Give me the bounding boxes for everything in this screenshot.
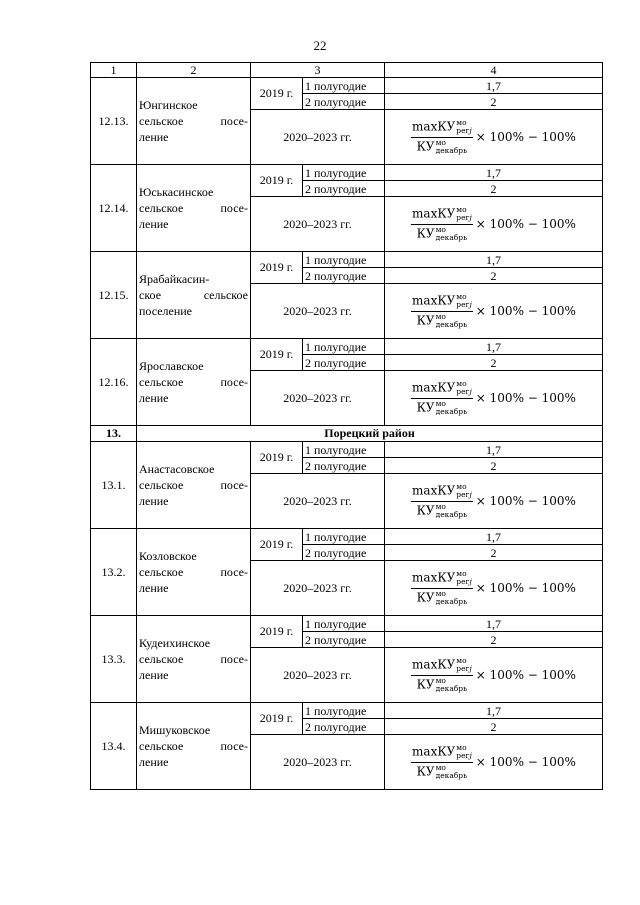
first-half-value: 1,7 <box>385 78 603 94</box>
table-row <box>91 339 603 355</box>
numerator-main: maxКУ <box>412 380 456 395</box>
settlement-number: 13.4. <box>91 703 137 790</box>
formula-fraction <box>411 206 473 242</box>
growth-formula <box>387 197 600 251</box>
first-half-value: 1,7 <box>385 252 603 268</box>
formula-tail: × 100% − 100% <box>475 581 576 595</box>
second-half-value: 2 <box>385 632 603 648</box>
numerator-main: maxКУ <box>412 744 456 759</box>
denominator-sup: мо <box>435 589 446 598</box>
denominator-scripts <box>436 313 468 329</box>
denominator-main: КУ <box>416 503 435 518</box>
table-row <box>91 252 603 268</box>
formula-numerator <box>411 380 473 399</box>
numerator-sup: мо <box>456 118 467 127</box>
denominator-sub: декабрь <box>435 320 468 329</box>
numerator-sup: мо <box>456 743 467 752</box>
formula-cell <box>385 561 603 616</box>
numerator-sup: мо <box>456 205 467 214</box>
formula-tail: × 100% − 100% <box>475 755 576 769</box>
second-half-label: 2 полугодие <box>303 94 385 110</box>
second-half-label: 2 полугодие <box>303 181 385 197</box>
second-half-value: 2 <box>385 181 603 197</box>
settlement-number: 12.14. <box>91 165 137 252</box>
settlement-name <box>137 529 251 616</box>
formula-denominator <box>417 399 468 416</box>
year-2019: 2019 г. <box>251 165 303 197</box>
numerator-sub: рег <box>456 300 470 309</box>
settlement-name <box>137 703 251 790</box>
numerator-sub-wrap <box>456 752 472 760</box>
section-title: Порецкий район <box>137 426 603 442</box>
second-half-label: 2 полугодие <box>303 719 385 735</box>
first-half-label: 1 полугодие <box>303 703 385 719</box>
formula-numerator <box>411 483 473 502</box>
denominator-sup: мо <box>435 763 446 772</box>
formula-denominator <box>417 502 468 519</box>
numerator-sub-j: j <box>469 577 472 586</box>
numerator-sub-j: j <box>469 126 472 135</box>
settlement-number: 12.16. <box>91 339 137 426</box>
settlement-name-line: ское сельское <box>139 288 248 302</box>
denominator-sub: декабрь <box>435 684 468 693</box>
growth-formula <box>387 371 600 425</box>
denominator-scripts <box>436 226 468 242</box>
first-half-value: 1,7 <box>385 529 603 545</box>
period-label: 2020–2023 гг. <box>251 197 385 252</box>
settlement-name-line: Козловское <box>139 549 197 563</box>
year-2019: 2019 г. <box>251 442 303 474</box>
numerator-sub-wrap <box>456 665 472 673</box>
period-label: 2020–2023 гг. <box>251 371 385 426</box>
denominator-sub: декабрь <box>435 597 468 606</box>
settlement-name-line: ление <box>139 130 169 144</box>
formula-cell <box>385 648 603 703</box>
settlement-name-line: поселение <box>139 304 193 318</box>
denominator-sub: декабрь <box>435 146 468 155</box>
settlement-name-line: сельское посе- <box>139 478 248 492</box>
denominator-sup: мо <box>435 502 446 511</box>
numerator-main: maxКУ <box>412 293 456 308</box>
formula-cell <box>385 474 603 529</box>
denominator-scripts <box>436 400 468 416</box>
settlement-number: 12.13. <box>91 78 137 165</box>
first-half-label: 1 полугодие <box>303 165 385 181</box>
first-half-label: 1 полугодие <box>303 442 385 458</box>
formula-numerator <box>411 570 473 589</box>
numerator-sub-j: j <box>469 490 472 499</box>
formula-numerator <box>411 206 473 225</box>
denominator-sub: декабрь <box>435 233 468 242</box>
formula-denominator <box>417 763 468 780</box>
table-row <box>91 78 603 94</box>
denominator-sup: мо <box>435 399 446 408</box>
formula-cell <box>385 735 603 790</box>
settlement-name <box>137 442 251 529</box>
numerator-sub-j: j <box>469 300 472 309</box>
table-row <box>91 616 603 632</box>
period-label: 2020–2023 гг. <box>251 735 385 790</box>
numerator-scripts <box>456 380 472 396</box>
first-half-value: 1,7 <box>385 703 603 719</box>
numerator-sup: мо <box>456 569 467 578</box>
formula-denominator <box>417 676 468 693</box>
settlement-name-line: сельское посе- <box>139 114 248 128</box>
first-half-label: 1 полугодие <box>303 529 385 545</box>
second-half-label: 2 полугодие <box>303 458 385 474</box>
numerator-sub: рег <box>456 490 470 499</box>
settlement-name <box>137 616 251 703</box>
numerator-scripts <box>456 570 472 586</box>
numerator-sub: рег <box>456 126 470 135</box>
numerator-sup: мо <box>456 379 467 388</box>
settlement-number: 12.15. <box>91 252 137 339</box>
first-half-value: 1,7 <box>385 165 603 181</box>
header-row <box>91 63 603 78</box>
first-half-value: 1,7 <box>385 616 603 632</box>
formula-tail: × 100% − 100% <box>475 217 576 231</box>
settlement-name <box>137 78 251 165</box>
settlement-name-line: ление <box>139 391 169 405</box>
settlement-name-line: сельское посе- <box>139 739 248 753</box>
formula-tail: × 100% − 100% <box>475 494 576 508</box>
numerator-scripts <box>456 206 472 222</box>
numerator-sup: мо <box>456 656 467 665</box>
denominator-sup: мо <box>435 676 446 685</box>
formula-cell <box>385 110 603 165</box>
second-half-label: 2 полугодие <box>303 632 385 648</box>
settlement-name-line: сельское посе- <box>139 652 248 666</box>
second-half-value: 2 <box>385 268 603 284</box>
first-half-label: 1 полугодие <box>303 616 385 632</box>
denominator-sub: декабрь <box>435 510 468 519</box>
second-half-label: 2 полугодие <box>303 545 385 561</box>
formula-numerator <box>411 657 473 676</box>
numerator-sub: рег <box>456 213 470 222</box>
header-col-2: 2 <box>137 63 251 78</box>
numerator-sub-j: j <box>469 664 472 673</box>
year-2019: 2019 г. <box>251 78 303 110</box>
formula-fraction <box>411 744 473 780</box>
formula-fraction <box>411 119 473 155</box>
header-col-1: 1 <box>91 63 137 78</box>
denominator-main: КУ <box>416 764 435 779</box>
growth-formula <box>387 110 600 164</box>
year-2019: 2019 г. <box>251 616 303 648</box>
section-row <box>91 426 603 442</box>
numerator-scripts <box>456 744 472 760</box>
formula-fraction <box>411 483 473 519</box>
formula-fraction <box>411 657 473 693</box>
settlement-number: 13.3. <box>91 616 137 703</box>
page-number: 22 <box>313 38 327 53</box>
first-half-label: 1 полугодие <box>303 252 385 268</box>
formula-numerator <box>411 293 473 312</box>
numerator-sub-wrap <box>456 578 472 586</box>
year-2019: 2019 г. <box>251 252 303 284</box>
formula-fraction <box>411 570 473 606</box>
growth-formula <box>387 474 600 528</box>
numerator-sub: рег <box>456 387 470 396</box>
denominator-sup: мо <box>435 138 446 147</box>
formula-tail: × 100% − 100% <box>475 391 576 405</box>
formula-tail: × 100% − 100% <box>475 130 576 144</box>
numerator-sup: мо <box>456 482 467 491</box>
formula-fraction <box>411 293 473 329</box>
numerator-main: maxКУ <box>412 657 456 672</box>
settlement-name-line: ление <box>139 217 169 231</box>
second-half-label: 2 полугодие <box>303 355 385 371</box>
formula-numerator <box>411 119 473 138</box>
second-half-value: 2 <box>385 94 603 110</box>
numerator-main: maxКУ <box>412 483 456 498</box>
denominator-main: КУ <box>416 590 435 605</box>
numerator-sub-wrap <box>456 127 472 135</box>
denominator-sup: мо <box>435 312 446 321</box>
settlement-name-line: Ярабайкасин- <box>139 272 210 286</box>
second-half-value: 2 <box>385 355 603 371</box>
settlement-name <box>137 252 251 339</box>
settlement-name <box>137 339 251 426</box>
numerator-sub-wrap <box>456 214 472 222</box>
settlement-name-line: ление <box>139 668 169 682</box>
settlement-name-line: сельское посе- <box>139 375 248 389</box>
formula-cell <box>385 197 603 252</box>
header-col-3: 3 <box>251 63 385 78</box>
table-row <box>91 703 603 719</box>
settlement-name-line: Анастасовское <box>139 462 215 476</box>
denominator-scripts <box>436 590 468 606</box>
numerator-main: maxКУ <box>412 570 456 585</box>
formula-tail: × 100% − 100% <box>475 304 576 318</box>
settlement-name-line: Юнгинское <box>139 98 198 112</box>
settlement-number: 13.1. <box>91 442 137 529</box>
formula-cell <box>385 371 603 426</box>
denominator-main: КУ <box>416 313 435 328</box>
tariff-table <box>90 62 603 790</box>
numerator-sub: рег <box>456 577 470 586</box>
period-label: 2020–2023 гг. <box>251 474 385 529</box>
section-number: 13. <box>91 426 137 442</box>
formula-denominator <box>417 312 468 329</box>
denominator-scripts <box>436 503 468 519</box>
numerator-scripts <box>456 657 472 673</box>
year-2019: 2019 г. <box>251 529 303 561</box>
formula-numerator <box>411 744 473 763</box>
numerator-sub-wrap <box>456 491 472 499</box>
denominator-sup: мо <box>435 225 446 234</box>
settlement-name-line: ление <box>139 494 169 508</box>
period-label: 2020–2023 гг. <box>251 561 385 616</box>
header-col-4: 4 <box>385 63 603 78</box>
denominator-sub: декабрь <box>435 407 468 416</box>
numerator-sub-wrap <box>456 388 472 396</box>
settlement-name <box>137 165 251 252</box>
numerator-sub: рег <box>456 751 470 760</box>
denominator-main: КУ <box>416 139 435 154</box>
period-label: 2020–2023 гг. <box>251 648 385 703</box>
denominator-scripts <box>436 677 468 693</box>
second-half-value: 2 <box>385 545 603 561</box>
settlement-name-line: сельское посе- <box>139 565 248 579</box>
denominator-scripts <box>436 764 468 780</box>
numerator-sub-j: j <box>469 751 472 760</box>
first-half-label: 1 полугодие <box>303 339 385 355</box>
formula-denominator <box>417 225 468 242</box>
table-row <box>91 442 603 458</box>
first-half-value: 1,7 <box>385 442 603 458</box>
numerator-scripts <box>456 119 472 135</box>
settlement-name-line: сельское посе- <box>139 201 248 215</box>
numerator-main: maxКУ <box>412 206 456 221</box>
denominator-main: КУ <box>416 400 435 415</box>
numerator-sub: рег <box>456 664 470 673</box>
denominator-scripts <box>436 139 468 155</box>
year-2019: 2019 г. <box>251 703 303 735</box>
formula-denominator <box>417 589 468 606</box>
settlement-name-line: ление <box>139 755 169 769</box>
growth-formula <box>387 284 600 338</box>
growth-formula <box>387 648 600 702</box>
denominator-sub: декабрь <box>435 771 468 780</box>
numerator-scripts <box>456 293 472 309</box>
formula-denominator <box>417 138 468 155</box>
numerator-scripts <box>456 483 472 499</box>
numerator-sup: мо <box>456 292 467 301</box>
table-row <box>91 529 603 545</box>
settlement-name-line: Кудеихинское <box>139 636 211 650</box>
numerator-sub-j: j <box>469 387 472 396</box>
settlement-name-line: Ярославское <box>139 359 204 373</box>
growth-formula <box>387 735 600 789</box>
formula-fraction <box>411 380 473 416</box>
table-row <box>91 165 603 181</box>
settlement-number: 13.2. <box>91 529 137 616</box>
year-2019: 2019 г. <box>251 339 303 371</box>
numerator-sub-wrap <box>456 301 472 309</box>
denominator-main: КУ <box>416 677 435 692</box>
formula-tail: × 100% − 100% <box>475 668 576 682</box>
numerator-sub-j: j <box>469 213 472 222</box>
settlement-name-line: Юськасинское <box>139 185 214 199</box>
formula-cell <box>385 284 603 339</box>
settlement-name-line: Мишуковское <box>139 723 211 737</box>
first-half-value: 1,7 <box>385 339 603 355</box>
settlement-name-line: ление <box>139 581 169 595</box>
second-half-value: 2 <box>385 458 603 474</box>
growth-formula <box>387 561 600 615</box>
period-label: 2020–2023 гг. <box>251 110 385 165</box>
second-half-value: 2 <box>385 719 603 735</box>
numerator-main: maxКУ <box>412 119 456 134</box>
second-half-label: 2 полугодие <box>303 268 385 284</box>
period-label: 2020–2023 гг. <box>251 284 385 339</box>
denominator-main: КУ <box>416 226 435 241</box>
first-half-label: 1 полугодие <box>303 78 385 94</box>
